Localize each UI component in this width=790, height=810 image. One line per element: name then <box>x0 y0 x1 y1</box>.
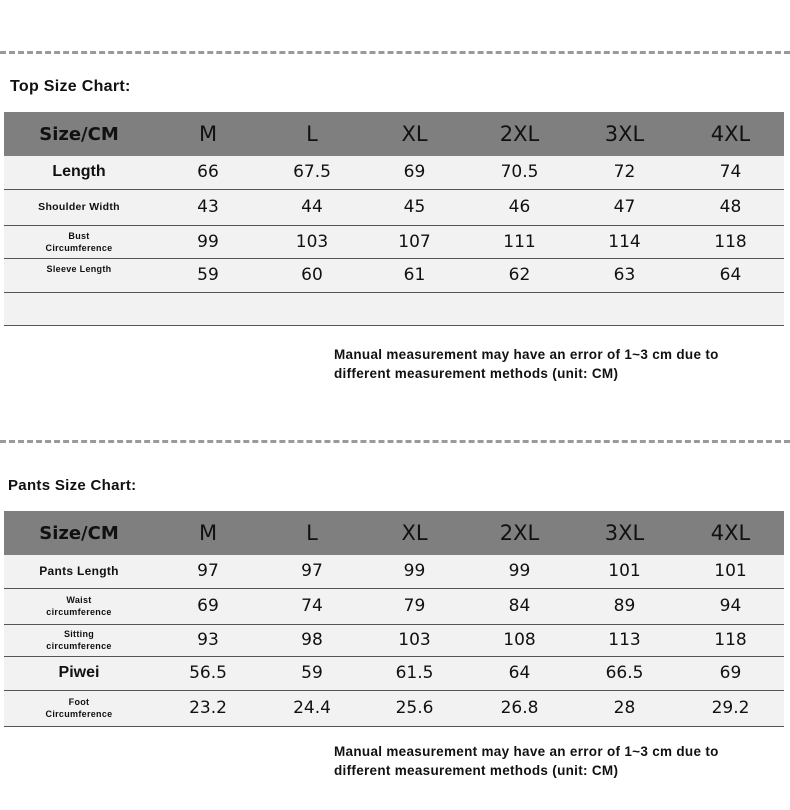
row-label-line1: Waist <box>66 595 92 605</box>
empty-cell <box>4 292 784 325</box>
table-row <box>4 189 784 225</box>
row-label: Length <box>52 163 106 181</box>
table-cell: 23.2 <box>189 698 227 718</box>
table-row <box>4 555 784 588</box>
header-size-xl: XL <box>401 122 428 146</box>
table-cell: 66.5 <box>605 663 644 683</box>
table-cell: 99 <box>508 561 531 582</box>
table-cell: 94 <box>719 596 742 616</box>
table-cell: 47 <box>613 197 636 217</box>
divider-middle <box>0 440 790 443</box>
table-cell: 70.5 <box>500 162 539 183</box>
table-cell: 98 <box>301 630 323 650</box>
table-cell: 24.4 <box>293 698 331 718</box>
table-cell: 43 <box>197 197 219 217</box>
table-cell: 28 <box>613 698 636 718</box>
row-label-line1: Sitting <box>63 629 95 639</box>
table-cell: 84 <box>508 596 531 616</box>
table-cell: 67.5 <box>293 162 331 183</box>
table-cell: 63 <box>613 265 636 285</box>
row-label-line2: circumference <box>46 607 112 617</box>
table-cell: 62 <box>508 265 531 285</box>
header-size-l: L <box>306 122 318 146</box>
top-measurement-note <box>334 345 784 383</box>
header-size-4xl: 4XL <box>710 122 751 146</box>
row-label-line1: Foot <box>68 697 90 707</box>
pants-chart-title: Pants Size Chart: <box>8 477 137 494</box>
top-chart-title: Top Size Chart: <box>10 78 131 95</box>
top-size-table <box>4 112 784 326</box>
note-line: different measurement methods (unit: CM) <box>334 366 619 381</box>
table-cell: 69 <box>403 162 426 183</box>
table-cell: 118 <box>714 630 747 650</box>
table-cell: 48 <box>719 197 742 217</box>
row-label <box>4 258 154 292</box>
table-cell: 25.6 <box>395 698 434 718</box>
row-label-text: Sleeve Length <box>46 263 112 274</box>
table-row <box>4 225 784 258</box>
row-label <box>4 588 154 624</box>
header-size-l: L <box>306 521 318 545</box>
table-cell: 56.5 <box>189 663 227 683</box>
row-label: Piwei <box>58 664 100 681</box>
note-line: different measurement methods (unit: CM) <box>334 763 619 778</box>
table-cell: 64 <box>719 265 742 285</box>
table-row <box>4 588 784 624</box>
table-cell: 74 <box>301 596 323 616</box>
table-header-row <box>4 112 784 156</box>
table-cell: 103 <box>398 630 431 650</box>
row-label <box>4 624 154 656</box>
table-cell: 114 <box>608 231 641 252</box>
table-cell: 111 <box>503 231 536 252</box>
table-cell: 79 <box>403 596 426 616</box>
table-cell: 72 <box>613 162 636 183</box>
table-cell: 29.2 <box>711 698 750 718</box>
table-cell: 93 <box>197 630 219 650</box>
divider-top <box>0 51 790 54</box>
table-cell: 101 <box>608 561 641 582</box>
table-row <box>4 690 784 726</box>
row-label <box>4 690 154 726</box>
table-cell: 61.5 <box>395 663 434 683</box>
table-cell: 99 <box>403 561 426 582</box>
header-size-cm: Size/CM <box>39 123 119 145</box>
pants-measurement-note <box>334 742 784 780</box>
header-size-cm: Size/CM <box>39 522 119 544</box>
table-cell: 66 <box>197 162 219 183</box>
note-line: Manual measurement may have an error of 1~3 cm due to <box>334 744 719 759</box>
table-cell: 108 <box>503 630 536 650</box>
table-cell: 26.8 <box>500 698 539 718</box>
table-cell: 59 <box>197 265 219 285</box>
table-row <box>4 258 784 292</box>
header-size-m: M <box>198 521 218 545</box>
header-size-4xl: 4XL <box>710 521 751 545</box>
header-size-xl: XL <box>401 521 428 545</box>
table-cell: 59 <box>301 663 323 683</box>
pants-size-table <box>4 511 784 727</box>
row-label <box>4 225 154 258</box>
header-size-2xl: 2XL <box>499 122 540 146</box>
table-cell: 97 <box>197 561 219 582</box>
table-cell: 118 <box>714 231 747 252</box>
table-cell: 69 <box>719 663 742 683</box>
table-cell: 103 <box>295 231 329 252</box>
table-cell: 97 <box>301 561 323 582</box>
table-row-empty <box>4 292 784 325</box>
table-row <box>4 156 784 189</box>
row-label-line1: Bust <box>68 230 90 241</box>
table-cell: 74 <box>719 162 742 183</box>
header-size-3xl: 3XL <box>604 122 645 146</box>
row-label: Pants Length <box>39 564 119 579</box>
table-cell: 45 <box>403 197 426 217</box>
row-label-line2: Circumference <box>45 709 113 719</box>
row-label-line2: Circumference <box>45 242 113 253</box>
table-cell: 89 <box>613 596 636 616</box>
table-cell: 44 <box>301 197 323 217</box>
table-cell: 113 <box>608 630 641 650</box>
row-label: Shoulder Width <box>38 201 120 213</box>
table-cell: 46 <box>508 197 531 217</box>
note-line: Manual measurement may have an error of 1~3 cm due to <box>334 347 719 362</box>
header-size-m: M <box>198 122 218 146</box>
table-cell: 60 <box>301 265 323 285</box>
table-row <box>4 624 784 656</box>
table-cell: 69 <box>197 596 219 616</box>
header-size-3xl: 3XL <box>604 521 645 545</box>
table-cell: 101 <box>714 561 747 582</box>
table-cell: 64 <box>508 663 531 683</box>
table-cell: 61 <box>403 265 426 285</box>
header-size-2xl: 2XL <box>499 521 540 545</box>
table-cell: 107 <box>398 231 431 252</box>
table-row <box>4 656 784 690</box>
table-header-row <box>4 511 784 555</box>
table-cell: 99 <box>197 231 219 252</box>
row-label-line2: circumference <box>46 641 112 651</box>
